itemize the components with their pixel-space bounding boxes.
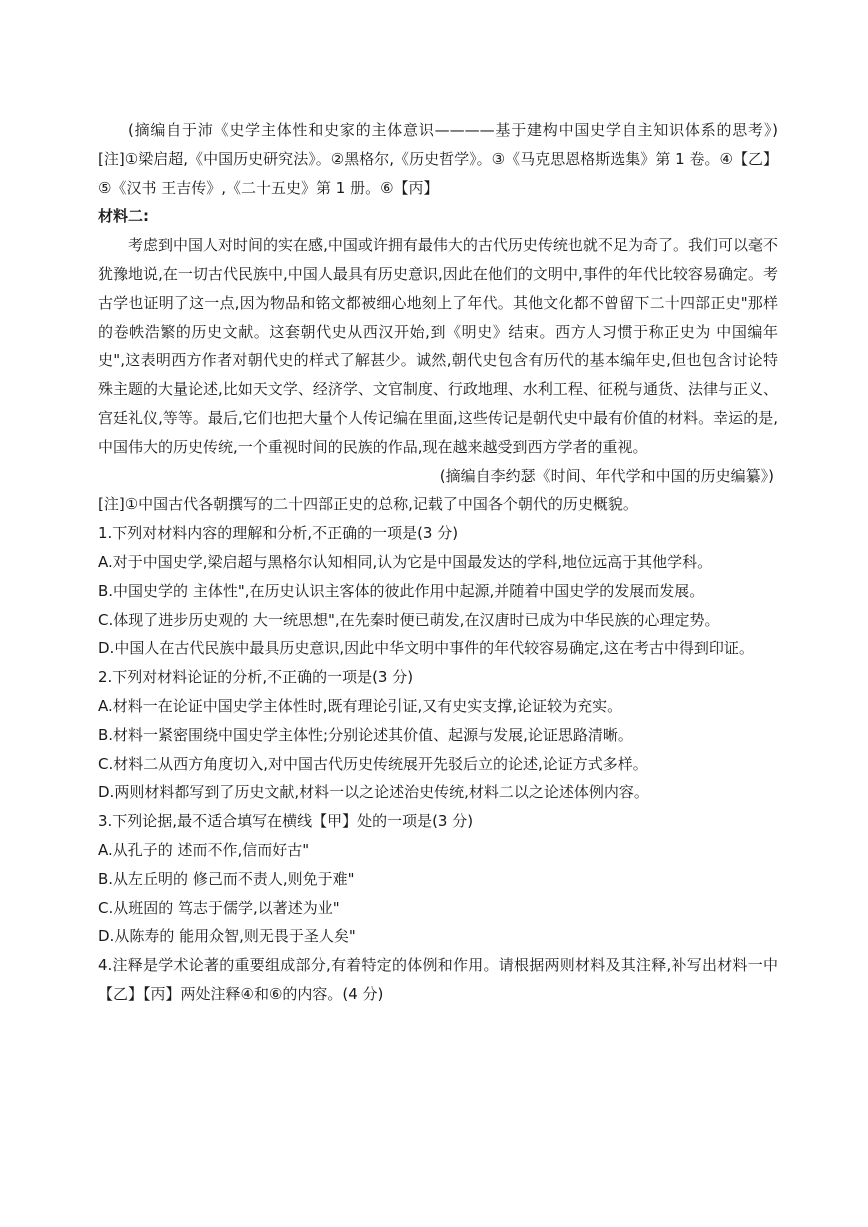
question-stem: 4.注释是学术论著的重要组成部分,有着特定的体例和作用。请根据两则材料及其注释,补写出材料一中【乙】【丙】两处注释④和⑥的内容。(4 分) bbox=[98, 956, 778, 1003]
question-option: A.材料一在论证中国史学主体性时,既有理论引证,又有史实支撑,论证较为充实。 bbox=[98, 696, 623, 715]
question-option: C.材料二从西方角度切入,对中国古代历史传统展开先驳后立的论述,论证方式多样。 bbox=[98, 754, 648, 773]
material1-citation: (摘编自于沛《史学主体性和史家的主体意识————基于建构中国史学自主知识体系的思考》)[注]①梁启超,《中国历史研究法》。②黑格尔,《历史哲学》。③《马克思恩格斯选集》第 1 卷。④【乙】⑤《汉书 王吉传》,《二十五史》第 1 册。⑥【丙】 bbox=[98, 121, 778, 197]
question-2 bbox=[98, 663, 778, 807]
question-option: D.两则材料都写到了历史文献,材料一以之论述治史传统,材料二以之论述体例内容。 bbox=[98, 783, 649, 802]
question-option: C.体现了进步历史观的 大一统思想",在先秦时便已萌发,在汉唐时已成为中华民族的心理定势。 bbox=[98, 610, 720, 629]
question-option: B.中国史学的 主体性",在历史认识主客体的彼此作用中起源,并随着中国史学的发展而发展。 bbox=[98, 581, 705, 600]
question-stem: 1.下列对材料内容的理解和分析,不正确的一项是(3 分) bbox=[98, 524, 459, 543]
material2-body: 考虑到中国人对时间的实在感,中国或许拥有最伟大的古代历史传统也就不足为奇了。我们可以毫不犹豫地说,在一切古代民族中,中国人最具有历史意识,因此在他们的文明中,事件的年代比较容易确定。考古学也证明了这一点,因为物品和铭文都被细心地刻上了年代。其他文化都不曾留下二十四部正史"那样的卷帙浩繁的历史文献。这套朝代史从西汉开始,到《明史》结束。西方人习惯于称正史为 中国编年史",这表明西方作者对朝代史的样式了解甚少。诚然,朝代史包含有历代的基本编年史,但也包含讨论特殊主题的大量论述,比如天文学、经济学、文官制度、行政地理、水利工程、征税与通货、法律与正义、宫廷礼仪,等等。最后,它们也把大量个人传记编在里面,这些传记是朝代史中最有价值的材料。幸运的是,中国伟大的历史传统,一个重视时间的民族的作品,现在越来越受到西方学者的重视。 bbox=[98, 236, 778, 456]
material2-heading: 材料二: bbox=[98, 207, 149, 226]
material2-source: (摘编自李约瑟《时间、年代学和中国的历史编纂》) bbox=[439, 466, 774, 485]
document-page bbox=[98, 116, 778, 1009]
question-option: C.从班固的 笃志于儒学,以著述为业" bbox=[98, 898, 340, 917]
question-option: A.对于中国史学,梁启超与黑格尔认知相同,认为它是中国最发达的学科,地位远高于其他学科。 bbox=[98, 552, 713, 571]
question-option: D.从陈寿的 能用众智,则无畏于圣人矣" bbox=[98, 927, 356, 946]
question-stem: 3.下列论据,最不适合填写在横线【甲】处的一项是(3 分) bbox=[98, 812, 474, 831]
question-option: B.材料一紧密围绕中国史学主体性;分别论述其价值、起源与发展,论证思路清晰。 bbox=[98, 725, 633, 744]
question-1 bbox=[98, 519, 778, 663]
question-3 bbox=[98, 807, 778, 951]
question-4 bbox=[98, 951, 778, 1009]
material2-note: [注]①中国古代各朝撰写的二十四部正史的总称,记载了中国各个朝代的历史概貌。 bbox=[98, 495, 638, 514]
question-option: A.从孔子的 述而不作,信而好古" bbox=[98, 840, 310, 859]
question-stem: 2.下列对材料论证的分析,不正确的一项是(3 分) bbox=[98, 668, 414, 687]
question-option: B.从左丘明的 修己而不责人,则免于难" bbox=[98, 869, 355, 888]
question-option: D.中国人在古代民族中最具历史意识,因此中华文明中事件的年代较容易确定,这在考古中得到印证。 bbox=[98, 639, 754, 658]
